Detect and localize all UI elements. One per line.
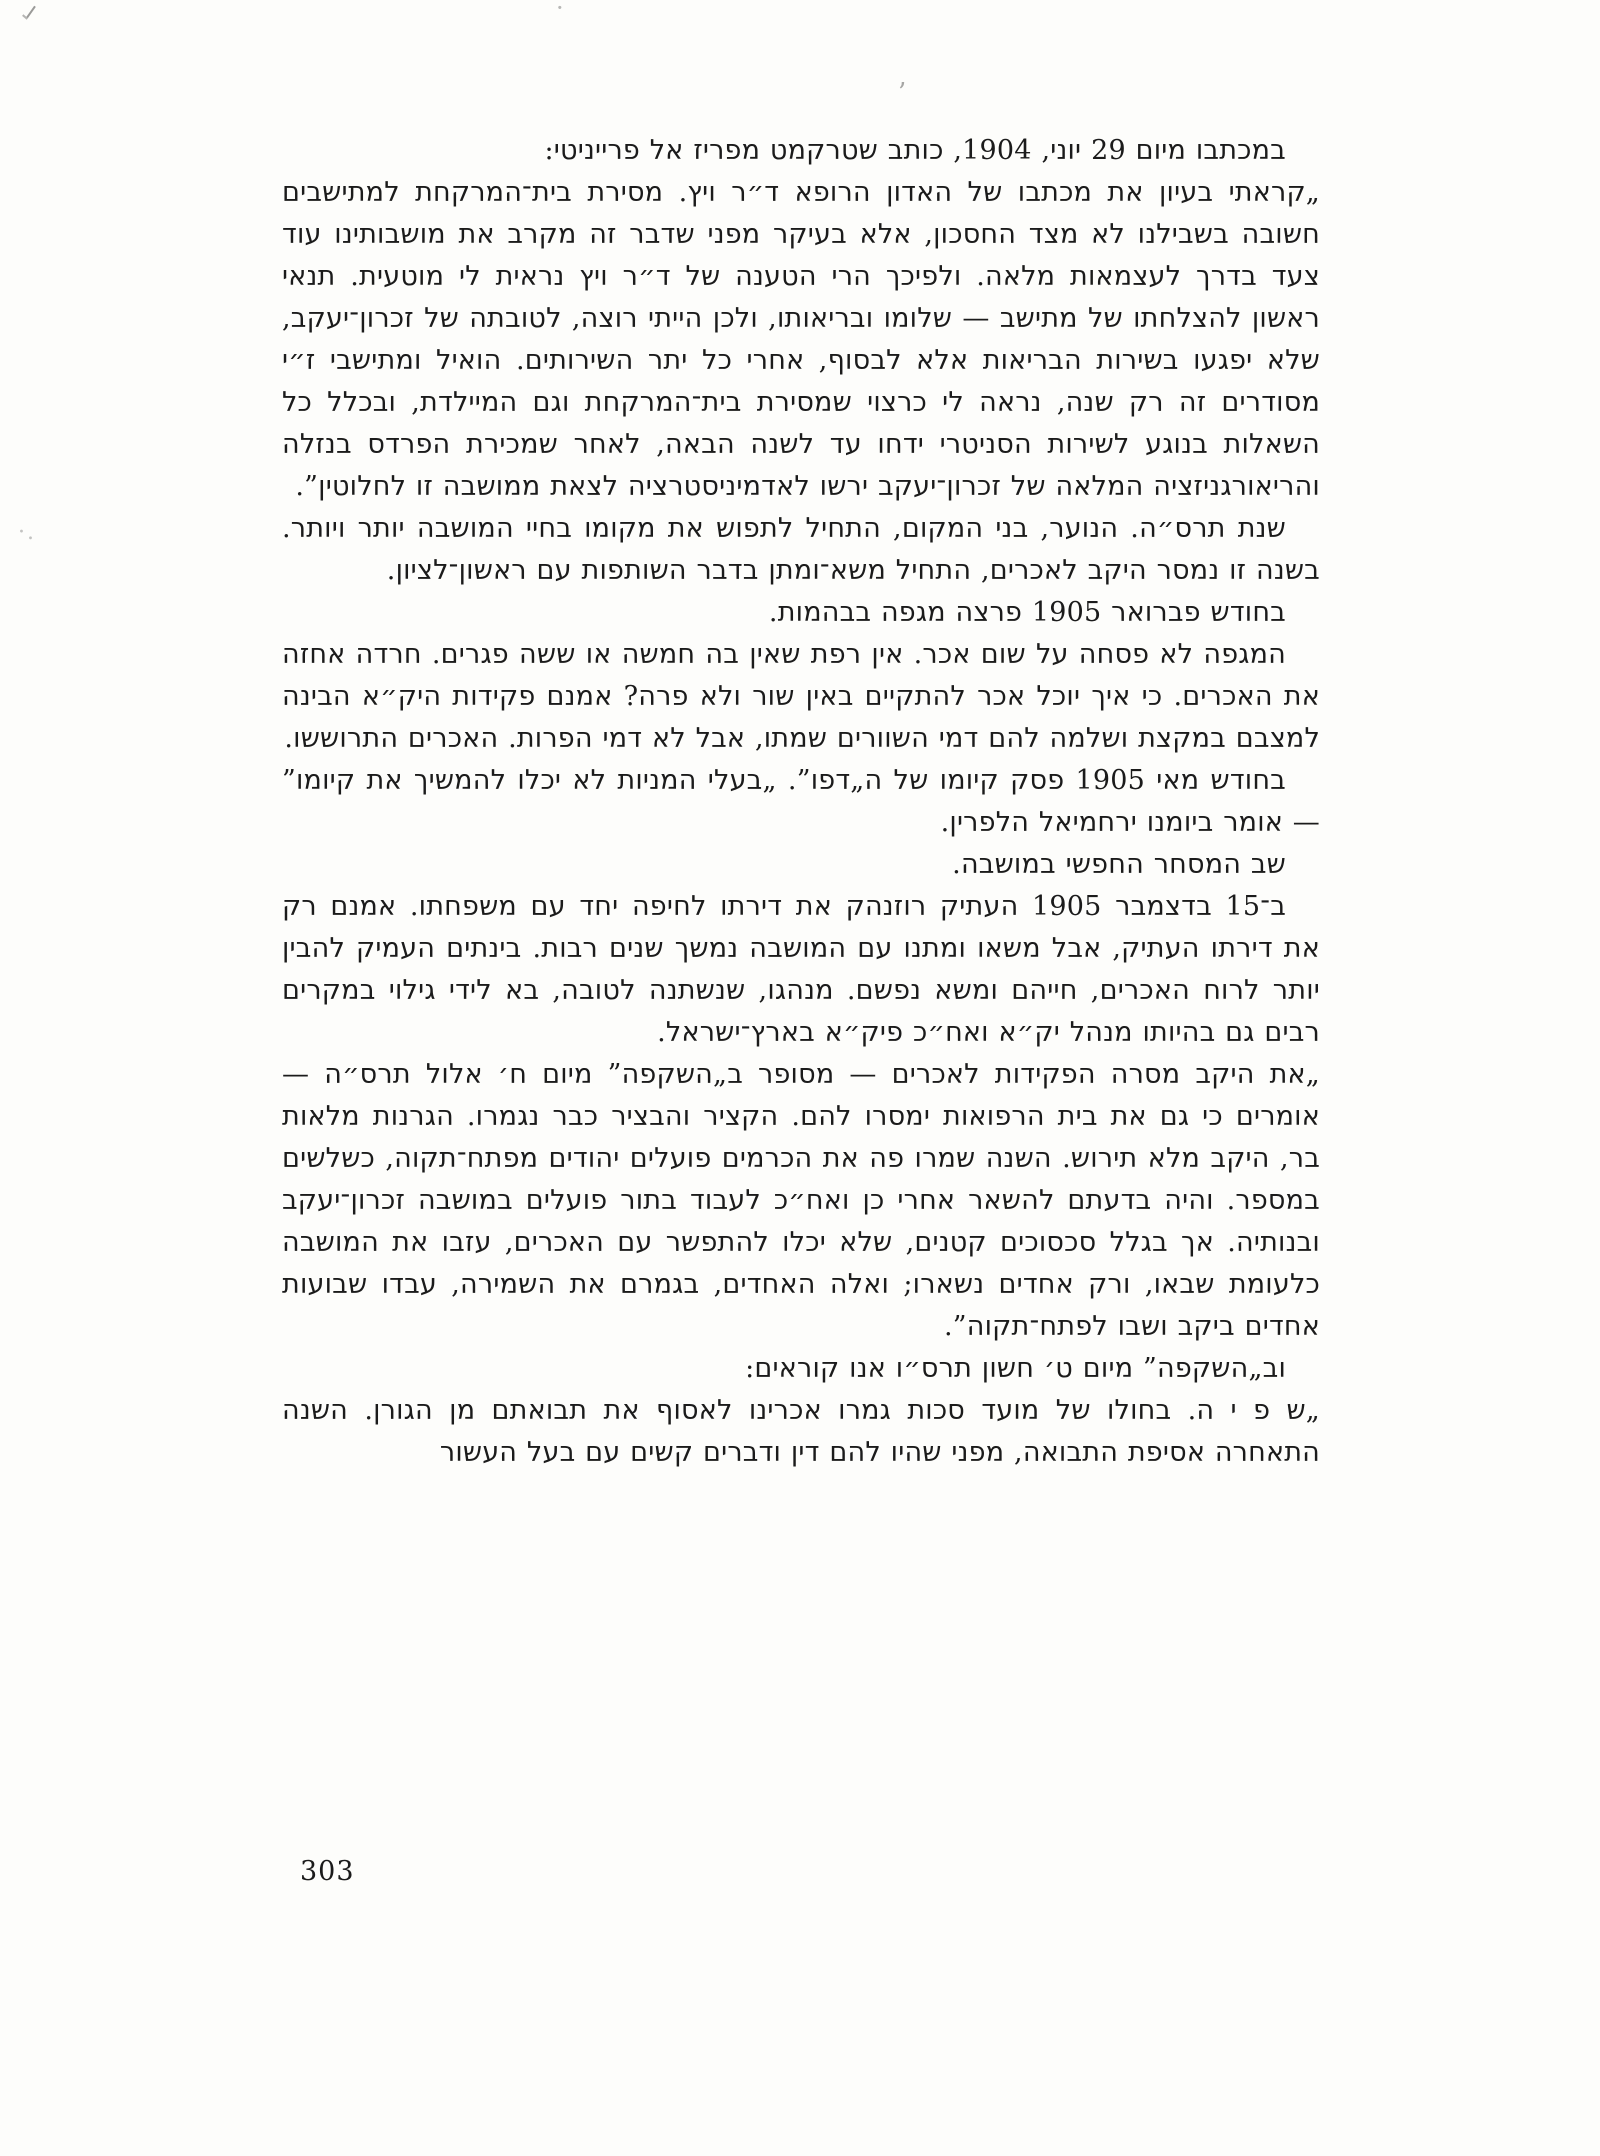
paragraph: בחודש מאי 1905 פסק קיומו של ה„דפו”. „בעלי המניות לא יכלו להמשיך את קיומו” — אומר ביומנו ירחמיאל הלפרין. — [282, 765, 1320, 838]
paragraph: שנת תרס״ה. הנוער, בני המקום, התחיל לתפוש את מקומו בחיי המושבה יותר ויותר. בשנה זו נמסר היקב לאכרים, התחיל משא־ומתן בדבר השותפות עם ראשון־לציון. — [282, 513, 1320, 586]
main-text-block — [282, 130, 1320, 1474]
paragraph: בחודש פברואר 1905 פרצה מגפה בבהמות. — [768, 597, 1286, 628]
paragraph: „קראתי בעיון את מכתבו של האדון הרופא ד״ר ויץ. מסירת בית־המרקחת למתישבים חשובה בשבילנו לא מצד החסכון, אלא בעיקר מפני שדבר זה מקרב את מושבותינו עוד צעד בדרך לעצמאות מלאה. ולפיכך הרי הטענה של ד״ר ויץ נראית לי מוטעית. תנאי ראשון להצלחתו של מתישב — שלומו ובריאותו, ולכן הייתי רוצה, לטובתה של זכרון־יעקב, שלא יפגעו בשירות הבריאות אלא לבסוף, אחרי כל יתר השירותים. הואיל ומתישבי ז״י מסודרים זה רק שנה, נראה לי כרצוי שמסירת בית־המרקחת וגם המיילדת, ובכלל כל השאלות בנוגע לשירות הסניטרי ידחו עד לשנה הבאה, לאחר שמכירת הפרדס בנזלה והריאורגניזציה המלאה של זכרון־יעקב ירשו לאדמיניסטרציה לצאת ממושבה זו לחלוטין”. — [282, 177, 1320, 502]
paragraph: וב„השקפה” מיום ט׳ חשון תרס״ו אנו קוראים: — [745, 1353, 1286, 1384]
paragraph: ב־15 בדצמבר 1905 העתיק רוזנהק את דירתו לחיפה יחד עם משפחתו. אמנם רק את דירתו העתיק, אבל משאו ומתנו עם המושבה נמשך שנים רבות. בינתים העמיק להבין יותר לרוח האכרים, חייהם ומשא נפשם. מנהגו, שנשתנה לטובה, בא לידי גילוי במקרים רבים גם בהיותו מנהל יק״א ואח״כ פיק״א בארץ־ישראל. — [282, 891, 1320, 1048]
paragraph: שב המסחר החפשי במושבה. — [952, 849, 1286, 880]
scan-artifact-comma: ’ — [898, 78, 907, 108]
paragraph: „את היקב מסרה הפקידות לאכרים — מסופר ב„השקפה” מיום ח׳ אלול תרס״ה — אומרים כי גם את בית הרפואות ימסרו להם. הקציר והבציר כבר נגמרו. הגרנות מלאות בר, היקב מלא תירוש. השנה שמרו פה את הכרמים פועלים יהודים מפתח־תקוה, כשלשים במספר. והיה בדעתם להשאר אחרי כן ואח״כ לעבוד בתור פועלים במושבה זכרון־יעקב ובנותיה. אך בגלל סכסוכים קטנים, שלא יכלו להתפשר עם האכרים, עזבו את המושבה כלעומת שבאו, ורק אחדים נשארו; ואלה האחדים, בגמרם את השמירה, עבדו שבועות אחדים ביקב ושבו לפתח־תקוה”. — [282, 1059, 1320, 1342]
paragraph: המגפה לא פסחה על שום אכר. אין רפת שאין בה חמשה או ששה פגרים. חרדה אחזה את האכרים. כי איך יוכל אכר להתקיים באין שור ולא פרה? אמנם פקידות היק״א הבינה למצבם במקצת ושלמה להם דמי השוורים שמתו, אבל לא דמי הפרות. האכרים התרוששו. — [282, 639, 1320, 754]
scan-artifact-tick — [22, 4, 38, 20]
paragraph: „ש פ י ה. בחולו של מועד סכות גמרו אכרינו לאסוף את תבואתם מן הגורן. השנה התאחרה אסיפת התבואה, מפני שהיו להם דין ודברים קשים עם בעל העשור — [282, 1395, 1320, 1468]
page-number: 303 — [300, 1856, 355, 1887]
paragraph: במכתבו מיום 29 יוני, 1904, כותב שטרקמט מפריז אל פרייניטי: — [544, 135, 1286, 166]
scan-artifact-dots: ·. — [18, 520, 36, 545]
scan-artifact-dot: · — [556, 0, 564, 22]
